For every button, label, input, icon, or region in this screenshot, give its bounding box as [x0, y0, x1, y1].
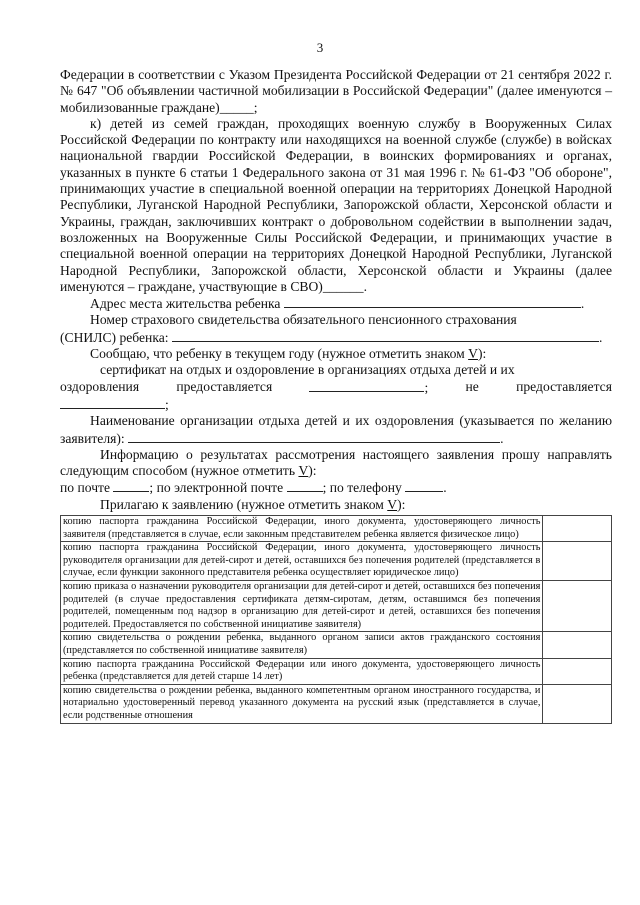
phone-label: ; по телефону: [322, 480, 402, 496]
document-body: [60, 67, 612, 724]
attachment-checkbox[interactable]: [543, 658, 612, 684]
table-row: [61, 632, 612, 658]
certificate-line: сертификат на отдых и оздоровление в организациях отдыха детей и их: [100, 362, 515, 378]
inform-end: ):: [477, 346, 487, 362]
attachment-text: копию паспорта гражданина Российской Федерации, иного документа, удостоверяющего личность заявителя (представляется в случае, если законным представителем ребенка является физическое лицо): [61, 516, 543, 542]
inform-text: Сообщаю, что ребенку в текущем году (нужное отметить знаком: [90, 346, 469, 362]
attachment-checkbox[interactable]: [543, 632, 612, 658]
attach-text: Прилагаю к заявлению (нужное отметить знаком: [100, 496, 388, 512]
cert-not-provided-line: [60, 396, 612, 413]
mail-field[interactable]: [113, 479, 149, 492]
page-number: 3: [316, 40, 324, 55]
cert-not-provided-field[interactable]: [60, 396, 165, 409]
mark-v: V: [387, 496, 398, 512]
cert-sep: ;: [424, 379, 429, 395]
snils-field[interactable]: [172, 329, 599, 342]
result-line: [60, 447, 612, 480]
attachment-text: копию свидетельства о рождении ребенка, выданного органом записи актов гражданского состояния (представляется по собственной инициативе заявителя): [61, 632, 543, 658]
table-row: [61, 542, 612, 581]
paragraph-svo: к) детей из семей граждан, проходящих военную службу в Вооруженных Силах Российской Федерации по контракту или находящихся на военной службе (службе) в войсках национальной гвардии Российской Федерации, в воинских формированиях и органах, указанных в пункте 6 статьи 1 Федерального закона от 31 мая 1996 г. № 61-ФЗ "Об обороне", принимающих участие в специальной военной операции на территориях Донецкой Народной Республики, Луганской Народной Республики, Запорожской области, Херсонской области и Украины, граждан, заключивших контракт о добровольном содействии в выполнении задач, возложенных на Вооруженные Силы Российской Федерации, и принимающих участие в специальной военной операции на территориях Донецкой Народной Республики, Луганской Народной Республики, Запорожской области, Херсонской области и Украины (далее именуются – граждане, участвующие в СВО)______.: [60, 115, 612, 294]
snils-end: .: [598, 329, 603, 345]
table-row: [61, 580, 612, 631]
cert-word-not: не: [465, 378, 479, 394]
org-line: [60, 413, 612, 447]
contact-end: .: [443, 480, 447, 496]
inform-line: [60, 346, 612, 362]
attachment-checkbox[interactable]: [543, 580, 612, 631]
address-field[interactable]: [284, 295, 581, 308]
snils-line: [60, 312, 612, 346]
email-label: ; по электронной почте: [149, 480, 284, 496]
contact-method-line: [60, 479, 612, 496]
result-end: ):: [308, 463, 317, 479]
address-line: [60, 295, 612, 312]
mark-v: V: [298, 463, 309, 479]
cert-provided-field[interactable]: [309, 379, 424, 392]
snils-label: (СНИЛС) ребенка:: [60, 329, 169, 345]
attachment-checkbox[interactable]: [543, 542, 612, 581]
cert-word-recreation: оздоровления: [60, 378, 140, 394]
table-row: [61, 658, 612, 684]
address-label: Адрес места жительства ребенка: [90, 296, 281, 312]
mark-v: V: [468, 346, 478, 362]
result-text: Информацию о результатах рассмотрения настоящего заявления прошу направлять следующим способом (нужное отметить: [60, 446, 612, 479]
snils-title: Номер страхового свидетельства обязательного пенсионного страхования: [90, 312, 517, 328]
attach-end: ):: [397, 496, 406, 512]
table-row: [61, 684, 612, 723]
phone-field[interactable]: [405, 479, 443, 492]
attachment-checkbox[interactable]: [543, 684, 612, 723]
org-label: Наименование организации отдыха детей и их оздоровления (указывается по желанию заявителя):: [60, 413, 612, 446]
attachment-text: копию свидетельства о рождении ребенка, выданного компетентным органом иностранного государства, и нотариально удостоверенный перевод указанного документа на русский язык (представляется в случае, если родственные отношения: [61, 684, 543, 723]
attachment-text: копию паспорта гражданина Российской Федерации или иного документа, удостоверяющего личность ребенка (представляется для детей старше 14 лет): [61, 658, 543, 684]
org-field[interactable]: [128, 430, 500, 443]
address-end: .: [580, 296, 585, 312]
cert-end: ;: [165, 396, 169, 412]
mail-label: по почте: [60, 480, 111, 496]
email-field[interactable]: [287, 479, 323, 492]
attachment-checkbox[interactable]: [543, 516, 612, 542]
attach-heading: [60, 497, 612, 513]
table-row: [61, 516, 612, 542]
attachments-table: [60, 515, 612, 724]
attachment-text: копию приказа о назначении руководителя организации для детей-сирот и детей, оставшихся без попечения родителей (в случае предоставления сертификата детям-сиротам, детям, оставшимся без попечения родителей, помещенным под надзор в организацию для детей-сирот и детей, оставшихся без попечения родителей. Предоставляется по собственной инициативе заявителя): [61, 580, 543, 631]
cert-word-provided: предоставляется: [176, 378, 273, 394]
certificate-options: [60, 379, 612, 396]
paragraph-mobilized: Федерации в соответствии с Указом Президента Российской Федерации от 21 сентября 2022 г. № 647 "Об объявлении частичной мобилизации в Российской Федерации" (далее именуются – мобилизованные граждане)_____;: [60, 67, 612, 115]
org-end: .: [500, 430, 504, 446]
cert-word-provided-2: предоставляется: [516, 378, 612, 394]
attachment-text: копию паспорта гражданина Российской Федерации, иного документа, удостоверяющего личность руководителя организации для детей-сирот и детей, оставшихся без попечения родителей (представляется в случае, если функции законного представителя ребенка осуществляет юридическое лицо): [61, 542, 543, 581]
